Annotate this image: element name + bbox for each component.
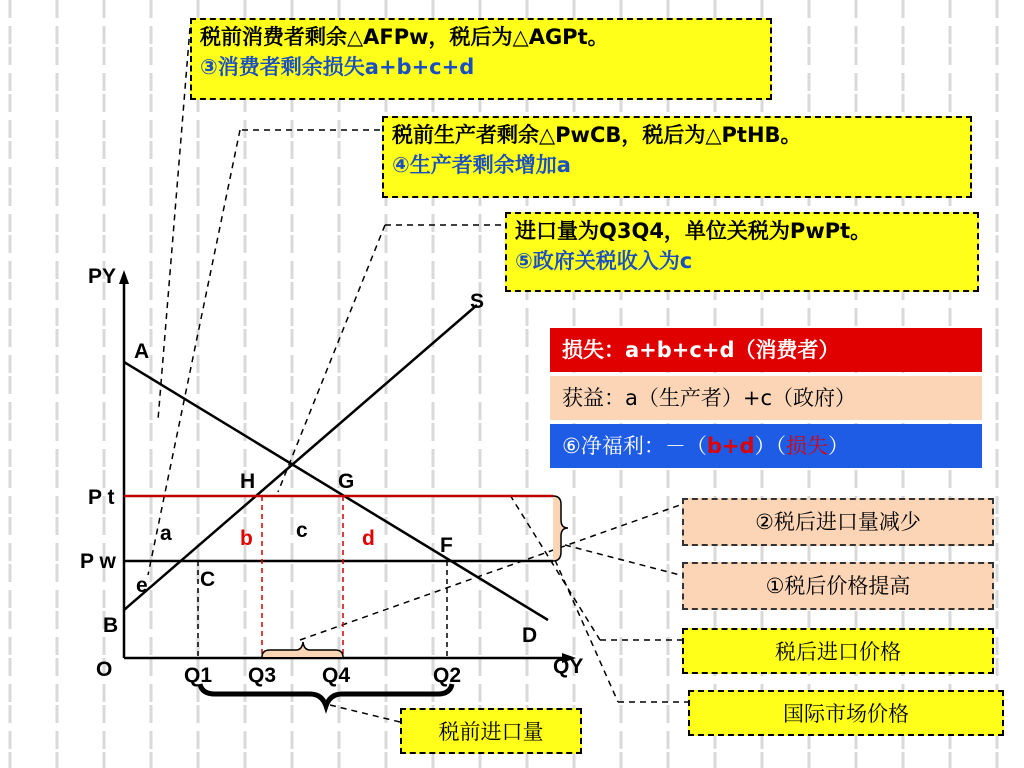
net-bd: b+d: [706, 434, 755, 458]
import-reduce-label: ②税后进口量减少: [682, 498, 994, 546]
net-loss: 损失: [786, 434, 828, 458]
leader-pretax-import: [330, 705, 400, 722]
net-suffix: ）: [828, 434, 849, 458]
producer-surplus-callout: [382, 116, 972, 198]
post-tax-price-label: 税后进口价格: [682, 628, 994, 674]
price-gap-brace: [553, 496, 568, 561]
consumer-callout-line2: ③消费者剩余损失a+b+c+d: [200, 55, 475, 79]
net-mid: ）（: [754, 434, 786, 458]
q1-label: Q1: [184, 664, 213, 687]
consumer-surplus-callout: [190, 18, 772, 100]
origin-label: O: [96, 658, 113, 681]
tariff-revenue-callout: [505, 212, 979, 292]
point-b: B: [103, 614, 119, 637]
leader-tariff: [278, 225, 385, 492]
summary-gain-row: 获益：a（生产者）+c（政府）: [550, 376, 982, 420]
pretax-import-label: 税前进口量: [400, 708, 582, 754]
pw-label: P w: [80, 550, 116, 573]
area-b-label: b: [240, 527, 253, 550]
point-a: A: [134, 340, 150, 363]
point-c: C: [200, 568, 216, 591]
net-prefix: ⑥净福利：－（: [562, 434, 707, 458]
consumer-callout-line1: 税前消费者剩余△AFPw，税后为△AGPt。: [200, 25, 609, 49]
leader-price-up: [565, 545, 680, 575]
leader-producer: [148, 130, 240, 575]
pretax-import-brace: [200, 684, 452, 706]
price-up-label: ①税后价格提高: [682, 562, 994, 610]
demand-curve: [124, 362, 548, 620]
producer-callout-line1: 税前生产者剩余△PwCB，税后为△PtHB。: [392, 123, 802, 147]
x-axis-label: QY: [553, 655, 584, 678]
leader-consumer: [158, 28, 190, 420]
area-d-label: d: [362, 527, 375, 550]
point-d: D: [522, 624, 538, 647]
q3q4-brace: [262, 642, 343, 657]
point-h: H: [240, 470, 256, 493]
q3-label: Q3: [248, 664, 277, 687]
pt-label: P t: [88, 486, 115, 509]
world-price-label: 国际市场价格: [688, 690, 1004, 736]
tariff-callout-line1: 进口量为Q3Q4，单位关税为PwPt。: [515, 219, 872, 243]
supply-curve: [124, 305, 477, 610]
point-f: F: [440, 534, 453, 557]
leader-import-reduce: [300, 505, 680, 640]
summary-net-row: [550, 424, 982, 468]
tariff-callout-line2: ⑤政府关税收入为c: [515, 249, 693, 273]
supply-label: S: [470, 290, 485, 313]
q2-label: Q2: [433, 664, 462, 687]
area-e-label: e: [136, 574, 148, 597]
producer-callout-line2: ④生产者剩余增加a: [392, 153, 571, 177]
y-axis-label: PY: [88, 265, 117, 288]
summary-loss-row: 损失：a+b+c+d（消费者）: [550, 328, 982, 372]
point-g: G: [338, 470, 355, 493]
area-a-label: a: [160, 522, 172, 545]
y-axis-arrow: [119, 270, 129, 284]
area-c-label: c: [296, 519, 308, 542]
q4-label: Q4: [322, 664, 351, 687]
leader-world-price: [555, 560, 618, 702]
